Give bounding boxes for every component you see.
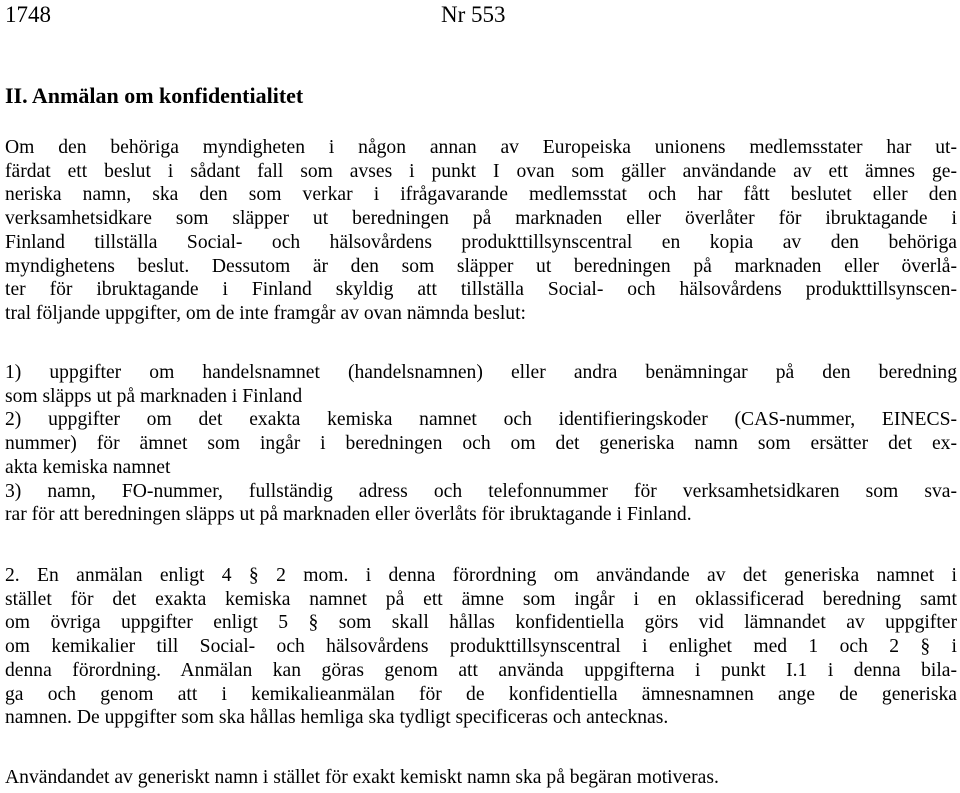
text-line: denna förordning. Anmälan kan göras genom att använda uppgifterna i punkt I.1 i denna bila-	[5, 659, 957, 681]
text-line: om övriga uppgifter enligt 5 § som skall hållas konfidentiella görs vid lämnandet av uppgifter	[5, 612, 957, 634]
text-line: namnen. De uppgifter som ska hållas hemliga ska tydligt specificeras och antecknas.	[5, 707, 669, 729]
text-line: myndighetens beslut. Dessutom är den som släpper ut beredningen på marknaden eller överlå-	[5, 255, 957, 277]
text-line: 2. En anmälan enligt 4 § 2 mom. i denna förordning om användande av det generiska namnet i	[5, 565, 957, 586]
text-line: ga och genom att i kemikalieanmälan för de konfidentiella ämnesnamnen ange de generiska	[5, 683, 957, 705]
list-item-line: akta kemiska namnet	[5, 456, 171, 478]
paragraph-notification-procedure	[5, 564, 957, 730]
document-page	[5, 0, 957, 793]
page-header	[5, 1, 957, 29]
text-line: neriska namn, ska den som verkar i ifrågavarande medlemsstat och har fått beslutet eller den	[5, 184, 957, 206]
text-line: Finland tillställa Social- och hälsovårdens produkttillsynscentral en kopia av den behöriga	[5, 231, 957, 253]
list-item-line: nummer) för ämnet som ingår i beredningen och om det generiska namn som ersätter det ex-	[5, 433, 957, 455]
page-number: 1748	[5, 2, 51, 27]
list-item-line: rar för att beredningen släpps ut på marknaden eller överlåts för ibruktagande i Finland.	[5, 504, 692, 526]
text-line: färdat ett beslut i sådant fall som avses i punkt I ovan som gäller användande av ett ämnes ge-	[5, 160, 957, 182]
paragraph-justification-requirement	[5, 766, 957, 790]
paragraph-confidentiality-notice	[5, 136, 957, 326]
text-line: Om den behöriga myndigheten i någon annan av Europeiska unionens medlemsstater har ut-	[5, 137, 957, 158]
text-line: tral följande uppgifter, om de inte framgår av ovan nämnda beslut:	[5, 302, 526, 324]
paragraph-required-information-list	[5, 361, 957, 527]
text-line: Användandet av generiskt namn i stället för exakt kemiskt namn ska på begäran motiveras.	[5, 767, 719, 788]
text-line: stället för det exakta kemiska namnet på ett ämne som ingår i en oklassificerad beredning samt	[5, 588, 957, 610]
list-item-line: 2) uppgifter om det exakta kemiska namnet och identifieringskoder (CAS-nummer, EINECS-	[5, 409, 957, 431]
list-item-line: som släpps ut på marknaden i Finland	[5, 385, 303, 407]
text-line: verksamhetsidkare som släpper ut beredningen på marknaden eller överlåter för ibruktagande i	[5, 208, 957, 230]
text-line: ter för ibruktagande i Finland skyldig att tillställa Social- och hälsovårdens produkttillsynscen-	[5, 279, 957, 301]
document-number: Nr 553	[441, 2, 506, 27]
list-item-line: 1) uppgifter om handelsnamnet (handelsnamnen) eller andra benämningar på den beredning	[5, 362, 957, 383]
text-line: om kemikalier till Social- och hälsovårdens produkttillsynscentral i enlighet med 1 och 2 § i	[5, 636, 957, 658]
list-item-line: 3) namn, FO-nummer, fullständig adress och telefonnummer för verksamhetsidkaren som sva-	[5, 480, 957, 502]
section-title: II. Anmälan om konfidentialitet	[5, 83, 304, 108]
